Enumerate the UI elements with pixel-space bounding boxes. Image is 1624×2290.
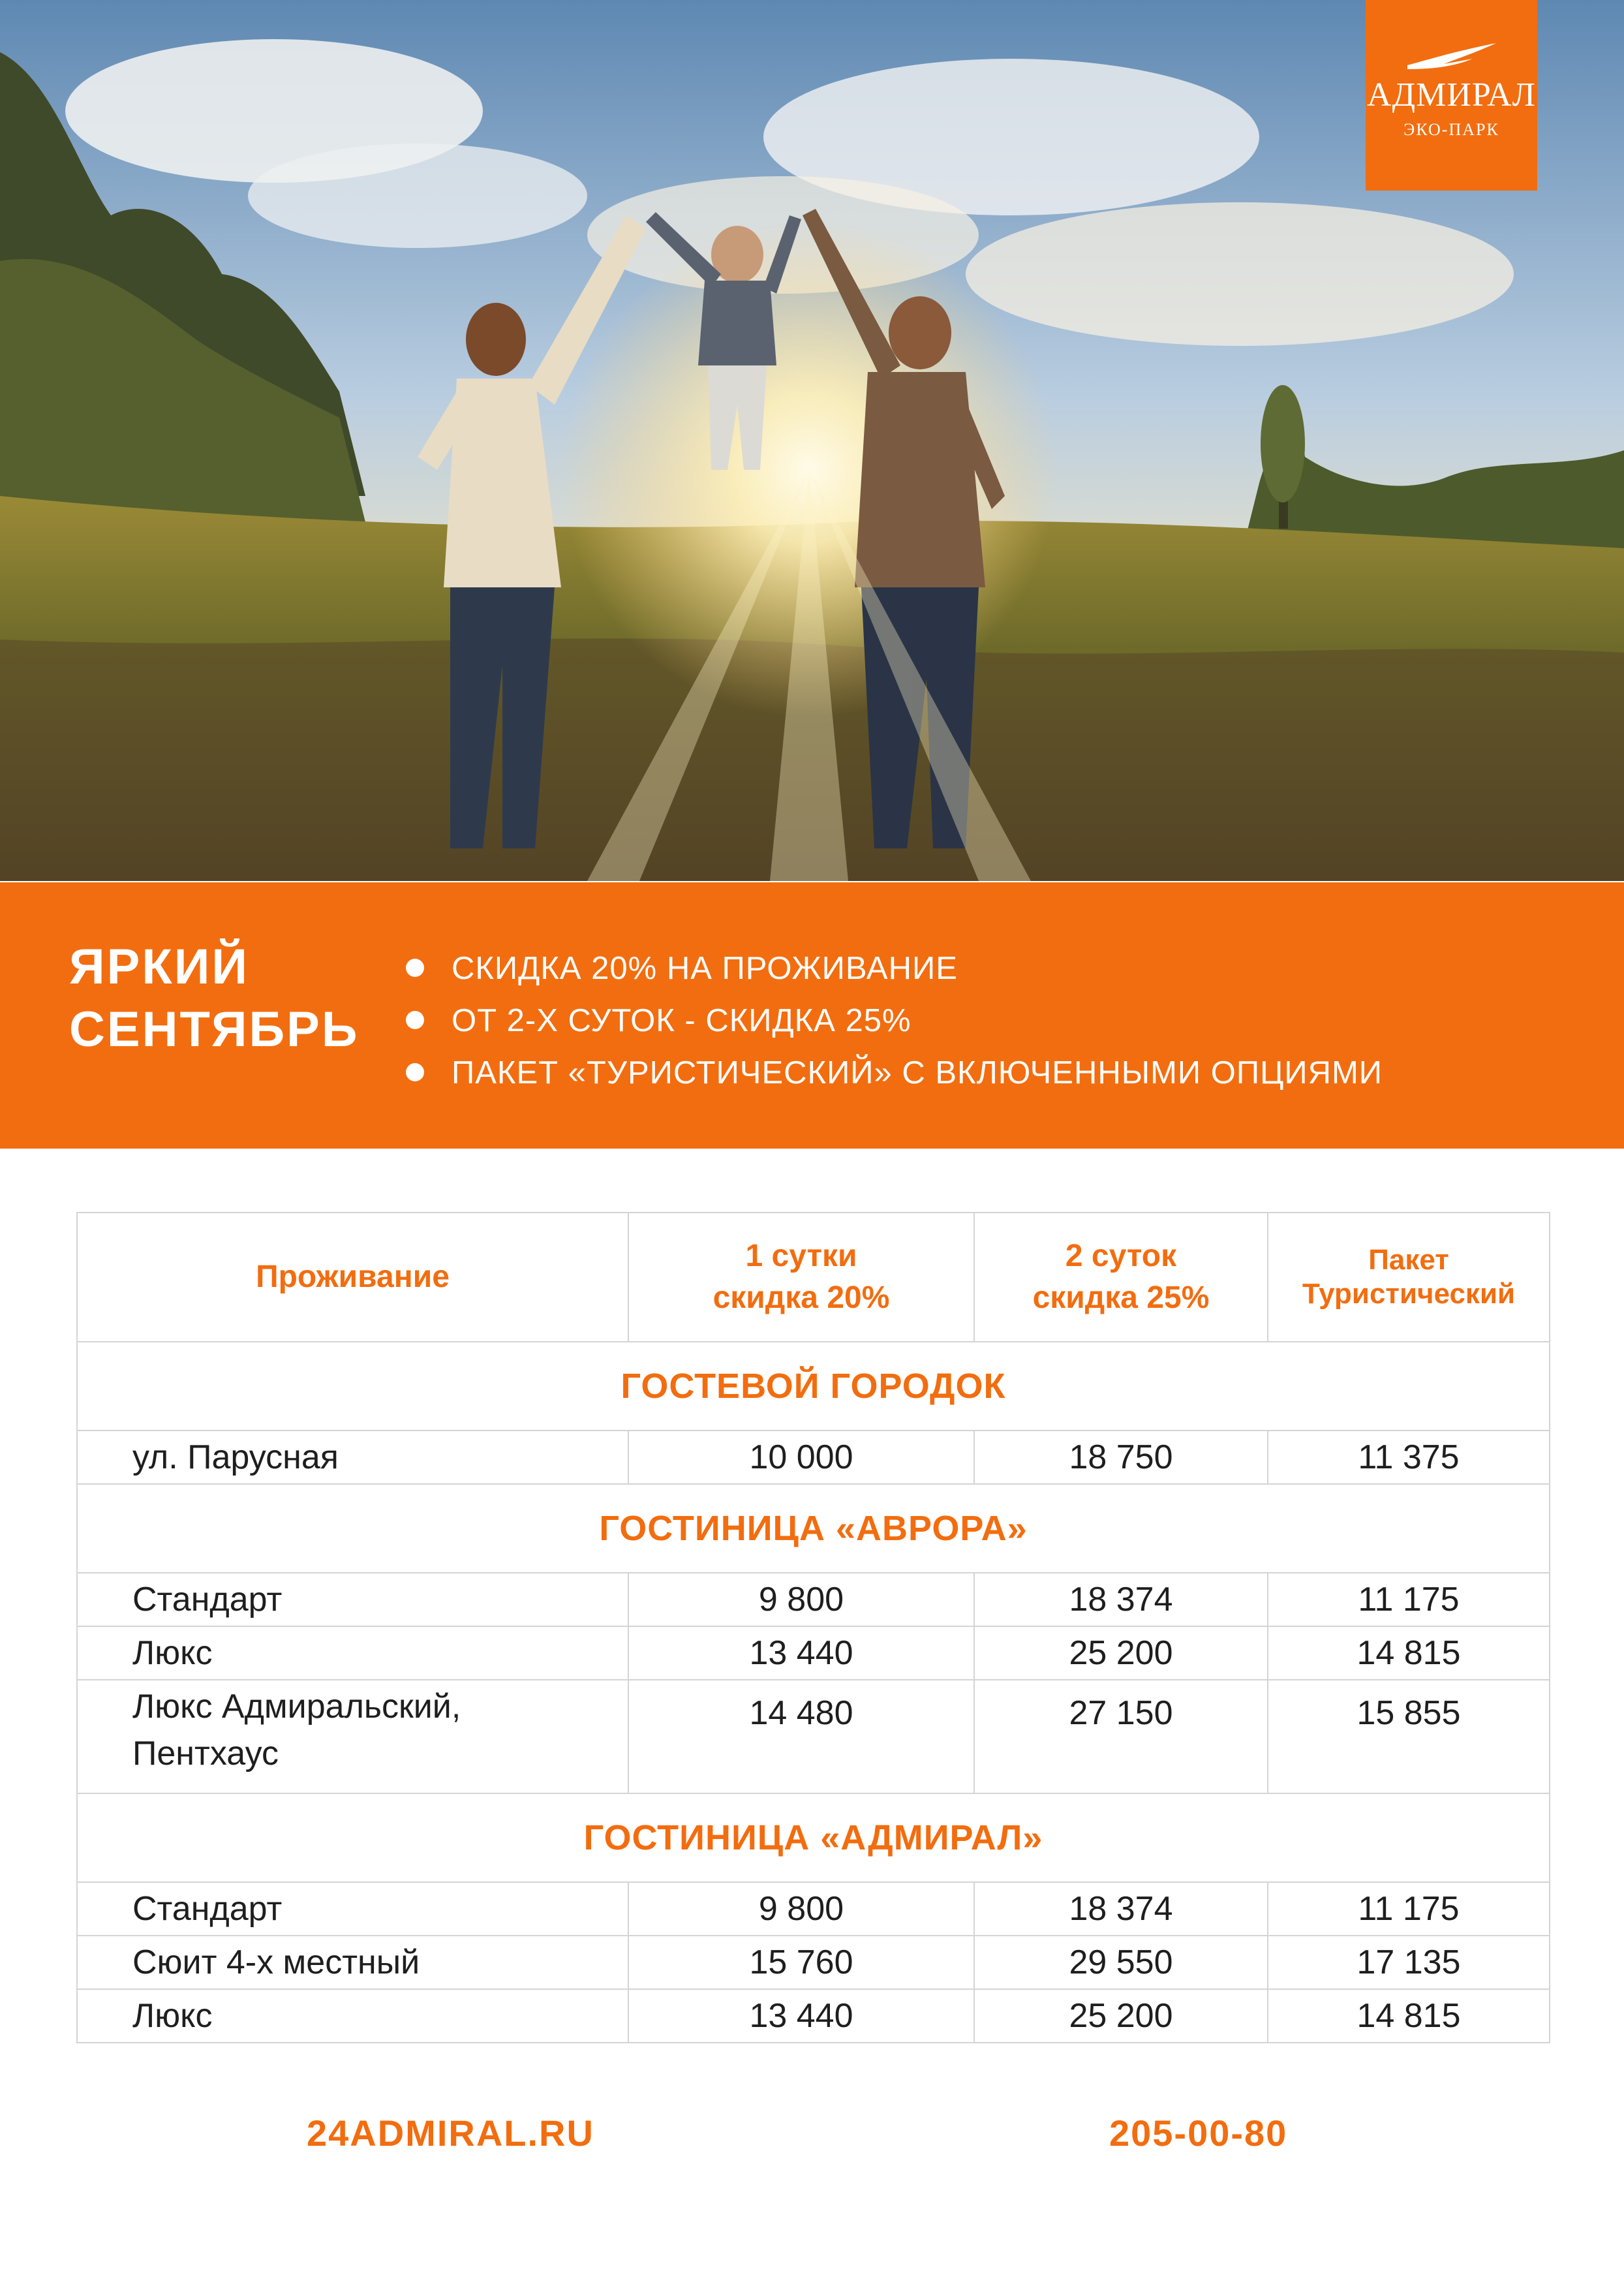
room-name: Люкс [77,1989,628,2043]
promo-title-line2: СЕНТЯБРЬ [69,1002,360,1057]
logo-name: АДМИРАЛ [1367,76,1536,114]
header-accommodation: Проживание [77,1213,628,1342]
price-two-days: 27 150 [974,1680,1268,1793]
table-row [77,1989,1550,2043]
header-package [1268,1213,1550,1342]
price-package: 11 375 [1268,1431,1550,1484]
price-package: 17 135 [1268,1936,1550,1989]
table-section-row [77,1484,1550,1573]
price-one-day: 9 800 [628,1573,974,1626]
header-two-days-line1: 2 суток [1065,1239,1177,1273]
header-two-days-line2: скидка 25% [1032,1280,1210,1315]
price-two-days: 25 200 [974,1626,1268,1680]
website-link[interactable]: 24ADMIRAL.RU [307,2112,594,2154]
promo-title [69,936,359,1061]
header-one-day-line1: 1 сутки [745,1239,857,1273]
section-title: ГОСТИНИЦА «АДМИРАЛ» [77,1793,1550,1882]
ship-wing-icon [1405,39,1499,70]
table-section-row [77,1793,1550,1882]
brand-logo[interactable] [1366,0,1537,191]
room-name: Люкс [77,1626,628,1680]
room-name: Стандарт [77,1573,628,1626]
header-two-days [974,1213,1268,1342]
price-two-days: 18 374 [974,1882,1268,1936]
price-one-day: 10 000 [628,1431,974,1484]
room-name: Стандарт [77,1882,628,1936]
table-row [77,1626,1550,1680]
price-one-day: 14 480 [628,1680,974,1793]
table-row [77,1431,1550,1484]
price-package: 15 855 [1268,1680,1550,1793]
promo-bullet: СКИДКА 20% НА ПРОЖИВАНИЕ [406,942,1383,995]
table-row [77,1680,1550,1793]
room-name-line1: Люкс Адмиральский, [132,1688,461,1725]
promo-banner [0,882,1624,1149]
price-package: 14 815 [1268,1989,1550,2043]
price-one-day: 13 440 [628,1989,974,2043]
price-package: 14 815 [1268,1626,1550,1680]
price-one-day: 13 440 [628,1626,974,1680]
section-title: ГОСТИНИЦА «АВРОРА» [77,1484,1550,1573]
room-name-line2: Пентхаус [132,1735,279,1772]
header-package-line2: Туристический [1302,1278,1516,1310]
room-name: Сюит 4-х местный [77,1936,628,1989]
logo-subtitle: ЭКО-ПАРК [1403,120,1499,139]
price-package: 11 175 [1268,1573,1550,1626]
promo-bullet: ОТ 2-Х СУТОК - СКИДКА 25% [406,995,1383,1047]
price-two-days: 29 550 [974,1936,1268,1989]
price-package: 11 175 [1268,1882,1550,1936]
price-two-days: 18 750 [974,1431,1268,1484]
phone-number[interactable]: 205-00-80 [1109,2112,1288,2154]
price-table [76,1212,1550,2043]
price-two-days: 25 200 [974,1989,1268,2043]
promo-title-line1: ЯРКИЙ [69,939,249,995]
section-title: ГОСТЕВОЙ ГОРОДОК [77,1342,1550,1431]
promo-bullet-list [406,942,1383,1099]
price-one-day: 15 760 [628,1936,974,1989]
header-one-day [628,1213,974,1342]
room-name: ул. Парусная [77,1431,628,1484]
table-row [77,1936,1550,1989]
table-row [77,1882,1550,1936]
price-one-day: 9 800 [628,1882,974,1936]
promo-bullet: ПАКЕТ «ТУРИСТИЧЕСКИЙ» С ВКЛЮЧЕННЫМИ ОПЦИЯМИ [406,1047,1383,1099]
room-name [77,1680,628,1793]
header-one-day-line2: скидка 20% [712,1280,890,1315]
table-header-row [77,1213,1550,1342]
table-row [77,1573,1550,1626]
price-two-days: 18 374 [974,1573,1268,1626]
header-package-line1: Пакет [1368,1244,1449,1276]
table-section-row [77,1342,1550,1431]
